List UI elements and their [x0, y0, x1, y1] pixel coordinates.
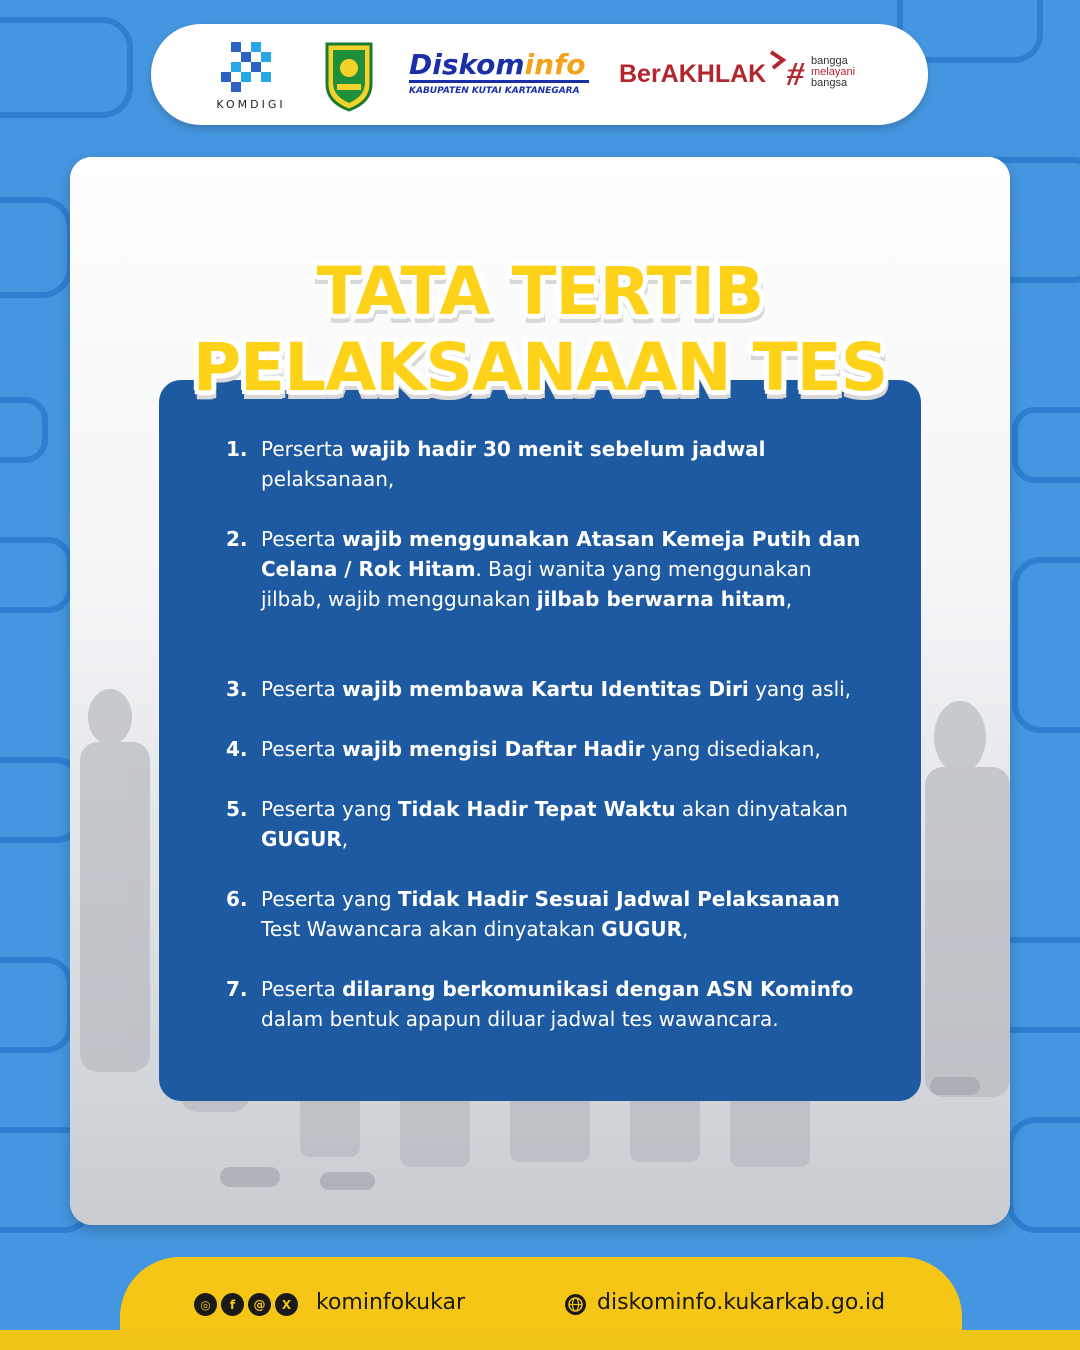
rule-emphasis: wajib hadir 30 menit sebelum jadwal [350, 437, 766, 461]
facebook-icon[interactable]: f [221, 1293, 244, 1316]
rule-segment: yang disediakan, [644, 737, 821, 761]
rule-item-6 [226, 884, 866, 944]
rule-item-4 [226, 734, 866, 764]
berakhlak-logo [619, 50, 899, 100]
globe-glyph-icon [565, 1294, 586, 1315]
rule-number: 3. [226, 677, 248, 701]
rule-segment: Peserta [261, 527, 343, 551]
rule-item-2 [226, 524, 866, 614]
rule-segment: Peserta [261, 677, 343, 701]
threads-icon[interactable]: @ [248, 1293, 271, 1316]
rule-emphasis: Tidak Hadir Tepat Waktu [397, 797, 676, 821]
rule-emphasis: Tidak Hadir Sesuai Jadwal Pelaksanaan [397, 887, 840, 911]
rule-emphasis: GUGUR [261, 827, 342, 851]
rule-emphasis: wajib membawa Kartu Identitas Diri [342, 677, 749, 701]
diskominfo-subtitle: KABUPATEN KUTAI KARTANEGARA [409, 86, 580, 96]
rule-segment: Peserta [261, 977, 343, 1001]
rule-segment: Peserta [261, 737, 343, 761]
rule-number: 5. [226, 797, 248, 821]
rule-segment: Perserta [261, 437, 351, 461]
regency-emblem-icon [323, 38, 375, 112]
berakhlak-wordmark: BerAKHLAK [619, 60, 767, 88]
diskominfo-wordmark: Diskom [409, 48, 525, 81]
rule-number: 7. [226, 977, 248, 1001]
globe-icon [565, 1294, 586, 1315]
rule-segment: , [341, 827, 349, 851]
rule-emphasis: jilbab berwarna hitam [536, 587, 786, 611]
diskominfo-logo [409, 48, 591, 104]
page-title-line-2: PELAKSANAAN TES [192, 329, 888, 406]
rule-text [226, 974, 866, 1034]
rule-segment: yang asli, [748, 677, 852, 701]
kutai-kartanegara-emblem [323, 38, 375, 112]
website-link[interactable]: diskominfo.kukarkab.go.id [597, 1290, 886, 1315]
rule-segment: Peserta yang [261, 887, 398, 911]
logo-bar [151, 24, 928, 125]
komdigi-logo [209, 40, 293, 112]
slogan-line-2: melayani [811, 66, 856, 78]
rule-text [226, 734, 866, 764]
rule-number: 6. [226, 887, 248, 911]
rule-emphasis: wajib menggunakan Atasan Kemeja Putih dan Celana / Rok Hitam [261, 527, 861, 581]
rule-text [226, 524, 866, 614]
rule-item-5 [226, 794, 866, 854]
komdigi-mark-icon [209, 40, 293, 96]
diskominfo-wordmark-accent: info [524, 48, 586, 81]
instagram-icon[interactable]: ◎ [194, 1293, 217, 1316]
rule-segment: , [682, 917, 689, 941]
social-handle[interactable]: kominfokukar [316, 1290, 465, 1315]
rule-text [226, 434, 866, 494]
footer-strip [0, 1330, 1080, 1350]
berakhlak-slogan [811, 56, 855, 89]
rule-number: 1. [226, 437, 248, 461]
rule-item-1 [226, 434, 866, 494]
rule-segment: Peserta yang [261, 797, 398, 821]
rule-emphasis: dilarang berkomunikasi dengan ASN Kominfo [342, 977, 854, 1001]
komdigi-label: KOMDIGI [216, 98, 286, 111]
rule-emphasis: wajib mengisi Daftar Hadir [342, 737, 645, 761]
rule-item-7 [226, 974, 866, 1034]
rule-segment: Test Wawancara akan dinyatakan [261, 917, 602, 941]
rule-item-3 [226, 674, 866, 704]
chevron-right-icon [767, 50, 787, 74]
page-title-line-1: TATA TERTIB [316, 253, 764, 330]
rule-emphasis: GUGUR [601, 917, 683, 941]
slogan-line-3: bangsa [811, 77, 848, 89]
hashtag-glyph: # [787, 56, 804, 93]
rule-segment: akan dinyatakan [675, 797, 848, 821]
slogan-line-1: bangga [811, 55, 848, 67]
rule-segment: pelaksanaan, [261, 467, 395, 491]
rule-segment: dalam bentuk apapun diluar jadwal tes wawancara. [261, 1007, 779, 1031]
rule-text [226, 794, 866, 854]
rule-segment: , [785, 587, 793, 611]
rule-text [226, 884, 866, 944]
rule-number: 2. [226, 527, 248, 551]
rule-number: 4. [226, 737, 248, 761]
rule-segment: . Bagi wanita yang menggunakan jilbab, wajib menggunakan [261, 557, 812, 611]
x-icon[interactable]: X [275, 1293, 298, 1316]
social-icons [194, 1293, 298, 1317]
rule-text [226, 674, 866, 704]
